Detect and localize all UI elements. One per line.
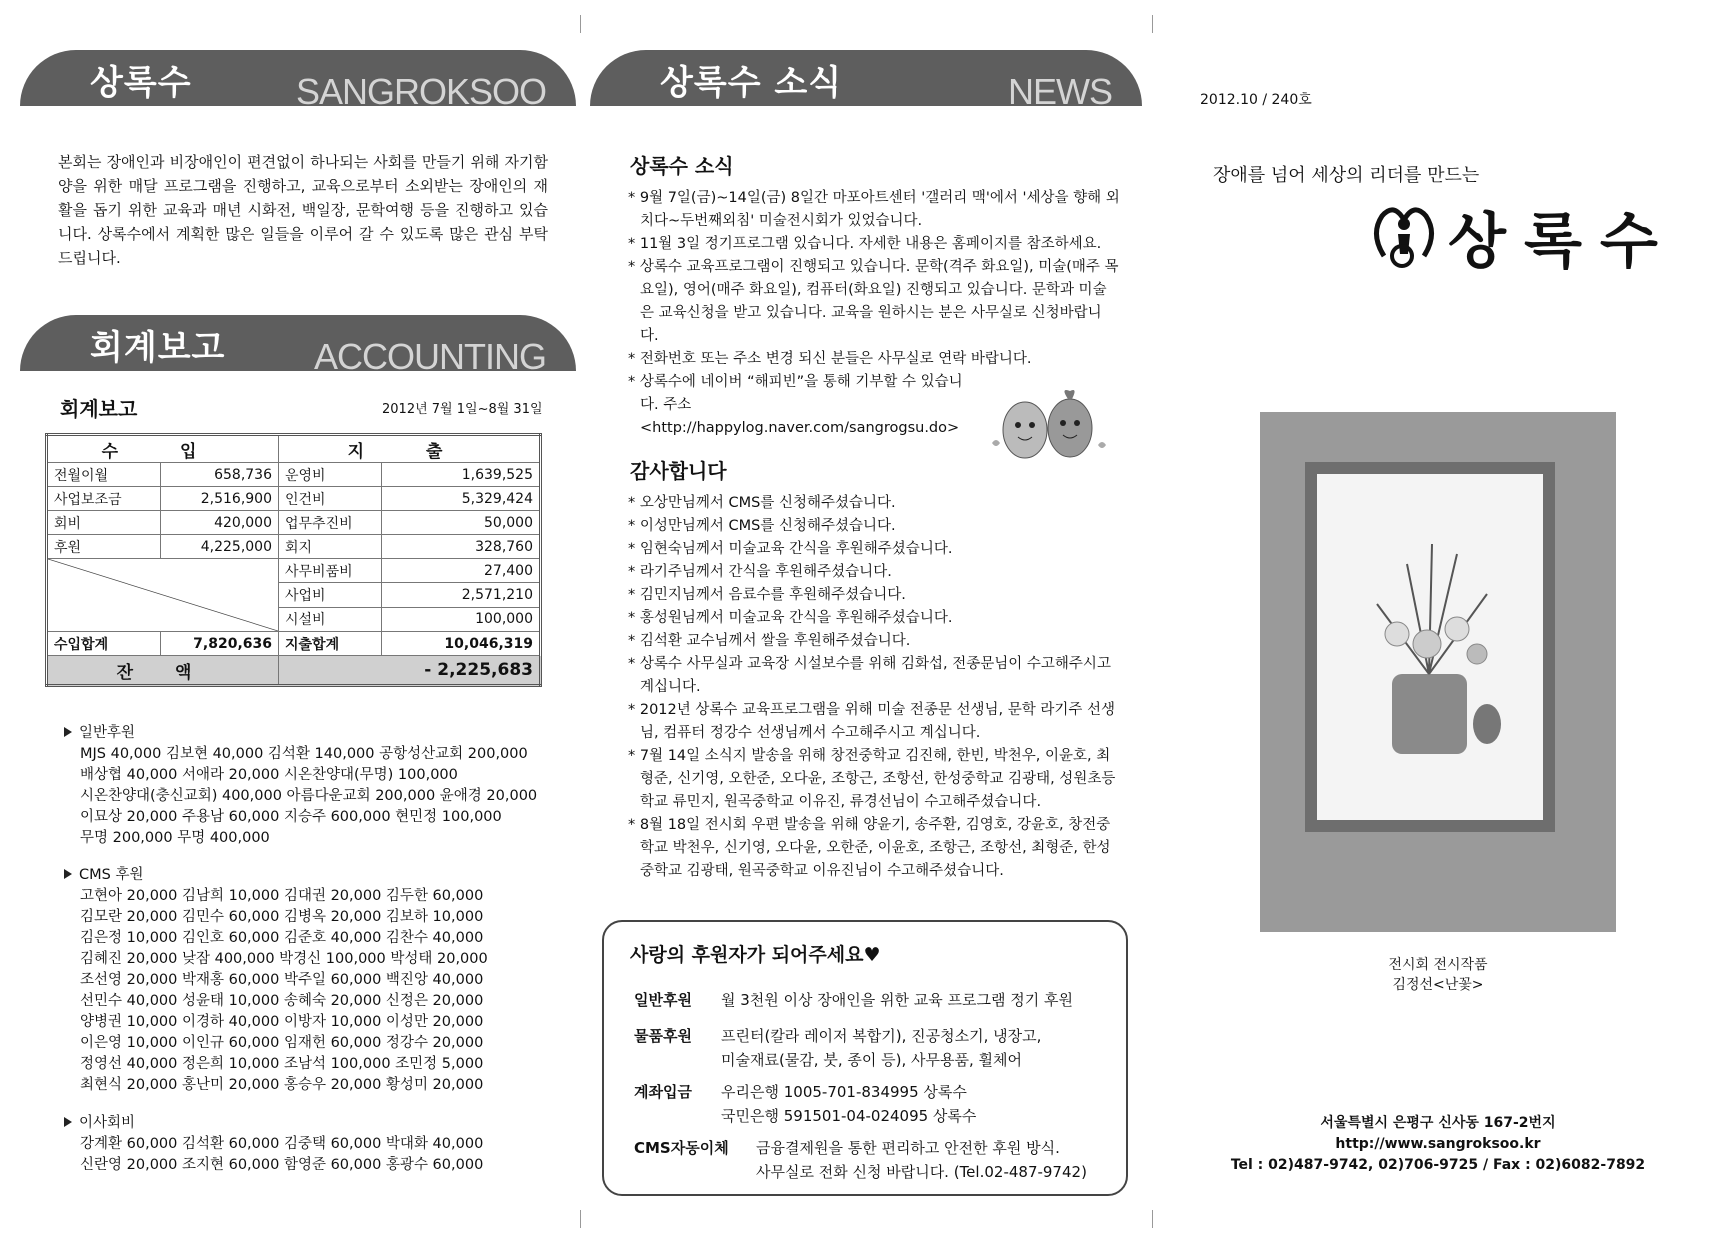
crop-mark	[580, 15, 581, 33]
expense-value: 100,000	[382, 607, 541, 631]
expense-label: 사업비	[279, 583, 382, 607]
list-item: 양병권 10,000 이경하 40,000 이방자 10,000 이성만 20,000	[80, 1014, 484, 1030]
list-item: * 2012년 상록수 교육프로그램을 위해 미술 전종문 선생님, 문학 라기주 선생님, 컴퓨터 정강수 선생님께서 수고해주시고 계십니다.	[628, 702, 1116, 741]
expense-label: 인건비	[279, 487, 382, 511]
accounting-table	[45, 433, 542, 687]
banner-title: 상록수	[90, 63, 192, 103]
expense-label: 시설비	[279, 607, 382, 631]
news-title: 상록수 소식	[630, 154, 734, 178]
diagonal-line	[48, 559, 278, 631]
list-item: * 상록수 교육프로그램이 진행되고 있습니다. 문학(격주 화요일), 미술(매주 목요일), 영어(매주 화요일), 컴퓨터(화요일) 진행되고 있습니다. 문학과 미술은 교육신청을 받고 있습니다. 교육을 원하시는 분은 사무실로 신청바랍니다.	[628, 259, 1119, 344]
sponsor-label: 일반후원	[634, 991, 692, 1009]
intro-text: 본회는 장애인과 비장애인이 편견없이 하나되는 사회를 만들기 위해 자기함양을 위한 매달 프로그램을 진행하고, 교육으로부터 소외받는 장애인의 재활을 돕기 위한 교육과 매년 시화전, 백일장, 문학여행 등을 진행하고 있습니다. 상록수에서 계획한 많은 일들을 이루어 갈 수 있도록 많은 관심 부탁드립니다.	[58, 153, 548, 267]
cms-donation-list	[80, 865, 570, 1096]
triangle-bullet-icon	[64, 869, 72, 879]
accounting-title: 회계보고	[60, 397, 138, 421]
list-item: 최현식 20,000 홍난미 20,000 홍승우 20,000 황성미 20,000	[80, 1077, 484, 1093]
accounting-period: 2012년 7월 1일~8월 31일	[382, 402, 543, 417]
income-value: 2,516,900	[161, 487, 279, 511]
income-value: 658,736	[161, 463, 279, 487]
contact-numbers: Tel : 02)487-9742, 02)706-9725 / Fax : 02)6082-7892	[1230, 1157, 1646, 1173]
expense-label: 회지	[279, 535, 382, 559]
list-item: * 11월 3일 정기프로그램 있습니다. 자세한 내용은 홈페이지를 참조하세요.	[628, 236, 1102, 252]
cover-tagline: 장애를 넘어 세상의 리더를 만드는	[1213, 165, 1480, 186]
caption-line: 김정선<난꽃>	[1392, 977, 1484, 993]
sponsor-value: 우리은행 1005-701-834995 상록수	[721, 1083, 967, 1101]
income-value: 420,000	[161, 511, 279, 535]
list-item: * 김석환 교수님께서 쌀을 후원해주셨습니다.	[628, 633, 911, 649]
list-item: * 9월 7일(금)~14일(금) 8일간 마포아트센터 '갤러리 맥'에서 '세상을 향해 외치다~두번째외침' 미술전시회가 있었습니다.	[628, 190, 1120, 229]
sponsor-value: 국민은행 591501-04-024095 상록수	[721, 1107, 977, 1125]
list-item: 이은영 10,000 이인규 60,000 임재헌 60,000 정강수 20,000	[80, 1035, 484, 1051]
table-row	[47, 511, 541, 535]
list-item: 김은정 10,000 김인호 60,000 김준호 40,000 김찬수 40,000	[80, 930, 484, 946]
banner-subtitle: NEWS	[1008, 71, 1112, 106]
sponsor-value: 금융결제원을 통한 편리하고 안전한 후원 방식.	[756, 1139, 1060, 1157]
list-item: 김모란 20,000 김민수 60,000 김병옥 20,000 김보하 10,000	[80, 909, 484, 925]
caption-line: 전시회 전시작품	[1388, 957, 1488, 973]
expense-label: 업무추진비	[279, 511, 382, 535]
expense-value: 328,760	[382, 535, 541, 559]
income-total: 7,820,636	[161, 632, 279, 656]
expense-value: 27,400	[382, 559, 541, 583]
list-item: * 임현숙님께서 미술교육 간식을 후원해주셨습니다.	[628, 541, 953, 557]
list-item: 이묘상 20,000 주용남 60,000 지승주 600,000 현민정 100,000	[80, 809, 502, 825]
list-item: * 8월 18일 전시회 우편 발송을 위해 양윤기, 송주환, 김영호, 강윤호, 창전중학교 박천우, 신기영, 오다윤, 오한준, 이윤호, 조항근, 조항선, 최형준, 한성중학교 김광태, 원곡중학교 이유진님이 수고해주셨습니다.	[628, 817, 1111, 879]
crop-mark	[1152, 1210, 1153, 1228]
sponsor-label: 물품후원	[634, 1027, 692, 1045]
income-header: 수 입	[47, 435, 279, 463]
list-item: 신란영 20,000 조지현 60,000 함영준 60,000 홍광수 60,000	[80, 1157, 484, 1173]
income-total-label: 수입합계	[47, 632, 161, 656]
triangle-bullet-icon	[64, 727, 72, 737]
table-row	[47, 535, 541, 559]
mascot-icon	[980, 385, 1115, 470]
section-title: 이사회비	[79, 1115, 136, 1131]
board-fee-list	[80, 1113, 570, 1176]
list-item: 고현아 20,000 김남희 10,000 김대권 20,000 김두한 60,000	[80, 888, 484, 904]
expense-total: 10,046,319	[382, 632, 541, 656]
contact-block	[1220, 1113, 1656, 1176]
sponsor-value: 월 3천원 이상 장애인을 위한 교육 프로그램 정기 후원	[721, 991, 1073, 1009]
expense-header: 지 출	[279, 435, 541, 463]
list-item: * 이성만님께서 CMS를 신청해주셨습니다.	[628, 518, 896, 534]
list-item: * 상록수에 네이버 “해피빈”을 통해 기부할 수 있습니다. 주소<http://happylog.naver.com/sangrogsu.do>	[628, 374, 963, 436]
sangroksoo-banner	[20, 50, 576, 106]
list-item: 정영선 40,000 정은희 10,000 조남석 100,000 조민정 5,000	[80, 1056, 484, 1072]
sponsor-label: CMS자동이체	[634, 1139, 729, 1157]
list-item: * 전화번호 또는 주소 변경 되신 분들은 사무실로 연락 바랍니다.	[628, 351, 1032, 367]
accounting-banner	[20, 315, 576, 371]
crop-mark	[580, 1210, 581, 1228]
sponsor-goods-row	[634, 1024, 1041, 1072]
thanks-list	[626, 492, 1120, 883]
sponsor-value: 미술재료(물감, 붓, 종이 등), 사무용품, 휠체어	[721, 1051, 1022, 1069]
empty-income-cell	[47, 559, 279, 632]
website-link[interactable]: http://www.sangroksoo.kr	[1335, 1136, 1541, 1152]
artwork-caption	[1260, 955, 1616, 995]
table-row	[47, 487, 541, 511]
sponsor-value: 프린터(칼라 레이저 복합기), 진공청소기, 냉장고,	[721, 1027, 1042, 1045]
list-item: 배상협 40,000 서애라 20,000 시온찬양대(무명) 100,000	[80, 767, 458, 783]
banner-subtitle: SANGROKSOO	[295, 71, 546, 106]
banner-title: 상록수 소식	[660, 63, 843, 103]
picture-mat	[1317, 474, 1543, 820]
balance-label: 잔 액	[47, 656, 279, 686]
artwork-photo	[1260, 412, 1616, 932]
section-title: CMS 후원	[79, 867, 144, 883]
sponsor-cms-row	[634, 1136, 1087, 1184]
sponsor-value: 사무실로 전화 신청 바랍니다. (Tel.02-487-9742)	[756, 1163, 1087, 1181]
expense-value: 1,639,525	[382, 463, 541, 487]
logo-text: 상록수	[1448, 207, 1676, 277]
expense-value: 2,571,210	[382, 583, 541, 607]
list-item: * 7월 14일 소식지 발송을 위해 창전중학교 김진해, 한빈, 박천우, 이윤호, 최형준, 신기영, 오한준, 오다윤, 조항근, 조항선, 한성중학교 김광태, 성원초등학교 류민지, 원곡중학교 이유진, 류경선님이 수고해주셨습니다.	[628, 748, 1116, 810]
triangle-bullet-icon	[64, 1117, 72, 1127]
banner-title: 회계보고	[90, 328, 226, 368]
expense-value: 50,000	[382, 511, 541, 535]
list-item: 무명 200,000 무명 400,000	[80, 830, 270, 846]
flower-arrangement-icon	[1337, 524, 1523, 774]
list-item: 조선영 20,000 박재홍 60,000 박주일 60,000 백진앙 40,000	[80, 972, 484, 988]
picture-frame	[1305, 462, 1555, 832]
sponsor-label: 계좌입금	[634, 1083, 692, 1101]
total-row	[47, 632, 541, 656]
sponsor-general-row	[634, 988, 1073, 1012]
list-item: 시온찬양대(충신교회) 400,000 아름다운교회 200,000 윤애경 20,000	[80, 788, 538, 804]
sponsor-box	[602, 920, 1128, 1196]
balance-row	[47, 656, 541, 686]
income-value: 4,225,000	[161, 535, 279, 559]
expense-label: 운영비	[279, 463, 382, 487]
list-item: * 상록수 사무실과 교육장 시설보수를 위해 김화섭, 전종문님이 수고해주시고 계십니다.	[628, 656, 1111, 695]
expense-value: 5,329,424	[382, 487, 541, 511]
income-label: 전월이월	[47, 463, 161, 487]
income-label: 회비	[47, 511, 161, 535]
list-item: * 김민지님께서 음료수를 후원해주셨습니다.	[628, 587, 906, 603]
expense-label: 사무비품비	[279, 559, 382, 583]
table-row	[47, 559, 541, 583]
logo-icon	[1368, 198, 1440, 270]
list-item: MJS 40,000 김보현 40,000 김석환 140,000 공항성산교회 200,000	[80, 746, 528, 762]
sponsor-title: 사랑의 후원자가 되어주세요♥	[630, 944, 881, 966]
expense-total-label: 지출합계	[279, 632, 382, 656]
issue-number: 2012.10 / 240호	[1200, 92, 1312, 108]
table-row	[47, 463, 541, 487]
table-header-row	[47, 435, 541, 463]
section-title: 일반후원	[79, 725, 136, 741]
income-label: 사업보조금	[47, 487, 161, 511]
list-item: 선민수 40,000 성윤태 10,000 송혜숙 20,000 신정은 20,000	[80, 993, 484, 1009]
general-donation-list	[80, 723, 570, 849]
banner-subtitle: ACCOUNTING	[314, 336, 546, 371]
list-item: * 라기주님께서 간식을 후원해주셨습니다.	[628, 564, 892, 580]
list-item: 김혜진 20,000 낮잠 400,000 박경신 100,000 박성태 20,000	[80, 951, 488, 967]
list-item: 강계환 60,000 김석환 60,000 김중택 60,000 박대화 40,000	[80, 1136, 484, 1152]
income-label: 후원	[47, 535, 161, 559]
list-item: * 홍성원님께서 미술교육 간식을 후원해주셨습니다.	[628, 610, 953, 626]
sponsor-account-row	[634, 1080, 976, 1128]
address: 서울특별시 은평구 신사동 167-2번지	[1320, 1115, 1556, 1131]
thanks-title: 감사합니다	[630, 459, 727, 483]
news-banner	[590, 50, 1142, 106]
list-item: * 오상만님께서 CMS를 신청해주셨습니다.	[628, 495, 896, 511]
balance-value: - 2,225,683	[279, 656, 541, 686]
crop-mark	[1152, 15, 1153, 33]
